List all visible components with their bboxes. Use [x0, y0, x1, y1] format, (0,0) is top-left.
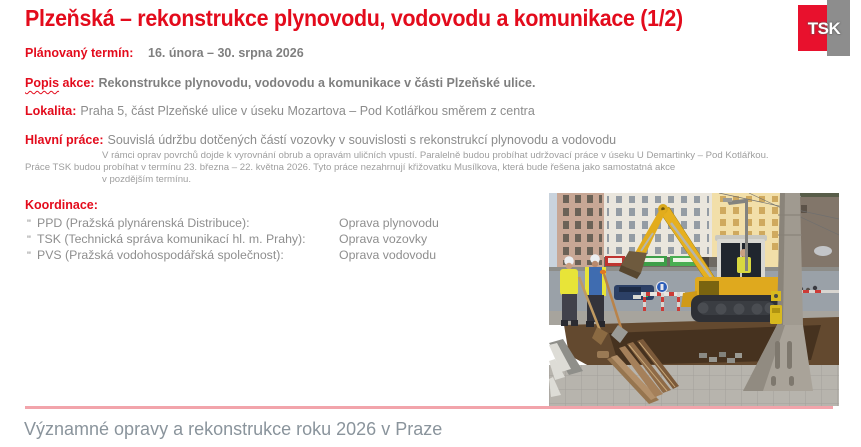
description-label-rest: akce:: [59, 76, 95, 90]
planned-term-label: Plánovaný termín:: [25, 46, 134, 60]
field-description: [25, 76, 535, 90]
note-line: V rámci oprav povrchů dojde k vyrovnání obrub a opravám uličních vpustí. Paralelně budou probíhat udržovací práce v úseku U Demartinky – Pod Kotlářkou.: [102, 150, 769, 161]
bullet-icon: ": [27, 234, 31, 246]
coordination-work: Oprava plynovodu: [339, 216, 439, 230]
page-title: Plzeňská – rekonstrukce plynovodu, vodovodu a komunikace (1/2): [25, 5, 683, 31]
note-line: Práce TSK budou probíhat v termínu 23. března – 22. května 2026. Tyto práce nezahrnují křižovatku Musílkova, která bude řešena jako samostatná akce: [25, 162, 676, 173]
field-main-works: [25, 133, 616, 147]
bullet-icon: ": [27, 218, 31, 230]
coordination-section: [25, 198, 495, 264]
coordination-org: PPD (Pražská plynárenská Distribuce):: [37, 216, 250, 230]
footer-divider: [25, 406, 833, 409]
planned-term-value: 16. února – 30. srpna 2026: [148, 46, 304, 60]
note-line: v pozdějším termínu.: [102, 174, 192, 185]
location-label: Lokalita:: [25, 104, 77, 118]
coordination-row: [25, 248, 495, 264]
description-value: Rekonstrukce plynovodu, vodovodu a komunikace v části Plzeňské ulice.: [98, 76, 536, 90]
coordination-row: [25, 232, 495, 248]
main-works-notes: [25, 150, 825, 186]
coordination-work: Oprava vodovodu: [339, 248, 437, 262]
coordination-org: PVS (Pražská vodohospodářská společnost):: [37, 248, 284, 262]
coordination-label: Koordinace:: [25, 198, 98, 212]
main-works-label: Hlavní práce:: [25, 133, 104, 147]
description-label-word: Popis: [25, 76, 60, 90]
main-works-value: Souvislá údržbu dotčených částí vozovky v souvislosti s rekonstrukcí plynovodu a vodovodu: [107, 133, 617, 147]
description-label: [25, 76, 95, 90]
location-value: Praha 5, část Plzeňské ulice v úseku Mozartova – Pod Kotlářkou směrem z centra: [80, 104, 535, 118]
footer-title: Významné opravy a rekonstrukce roku 2026 v Praze: [24, 419, 443, 439]
bullet-icon: ": [27, 250, 31, 262]
coordination-row: [25, 216, 495, 232]
tsk-logo: [797, 0, 851, 56]
coordination-work: Oprava vozovky: [339, 232, 428, 246]
tsk-logo-text: TSK: [807, 19, 841, 38]
field-planned-term: [25, 46, 304, 60]
coordination-org: TSK (Technická správa komunikací hl. m. Prahy):: [37, 232, 306, 246]
construction-photo: [549, 193, 839, 406]
field-location: [25, 104, 535, 118]
